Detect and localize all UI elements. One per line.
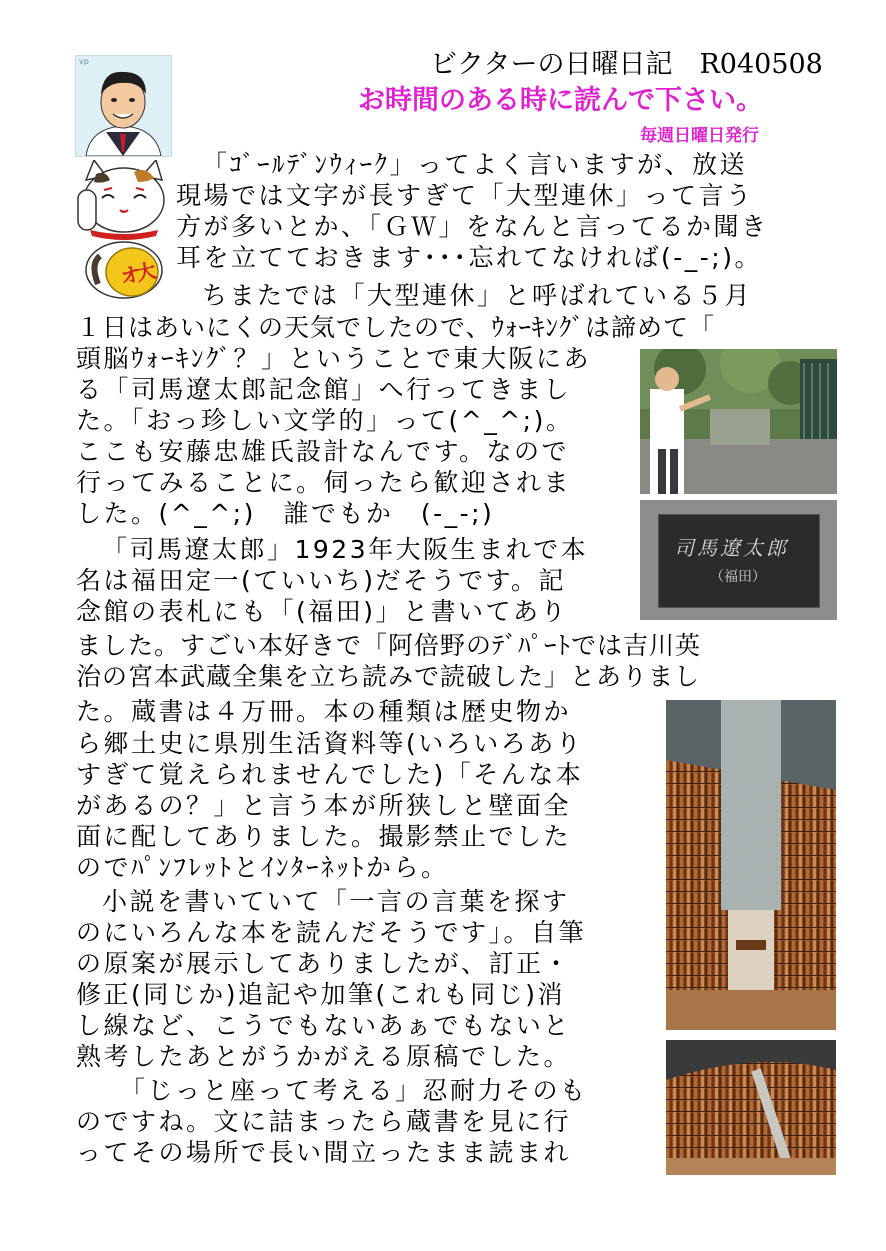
body-line: 熟考したあとがうかがえる原稿でした。 xyxy=(76,1042,572,1071)
library-hall-photo xyxy=(666,700,836,1030)
author-avatar xyxy=(75,55,172,157)
body-line: ちまたでは「大型連休」と呼ばれている５月 xyxy=(202,281,753,310)
nameplate-stone xyxy=(658,514,820,608)
body-line: 小説を書いていて「一言の言葉を探す xyxy=(102,887,570,916)
body-line: 名は福田定一(ていいち)だそうです。記 xyxy=(76,566,567,595)
body-line: 治の宮本武蔵全集を立ち読みで読破した」とありまし xyxy=(76,662,701,691)
body-line: 頭脳ｳｫｰｷﾝｸﾞ？」ということで東大阪にあ xyxy=(76,344,592,373)
body-line: た。蔵書は４万冊。本の種類は歴史物か xyxy=(76,697,572,726)
library-photo-icon xyxy=(666,700,836,1030)
nameplate-subtitle: （福田） xyxy=(710,569,766,585)
library-curve-icon xyxy=(666,1040,836,1175)
body-line: のですね。文に詰まったら蔵書を見に行 xyxy=(76,1107,572,1136)
body-line: ました。すごい本好きで「阿倍野のﾃﾞﾊﾟｰﾄでは吉川英 xyxy=(76,631,702,660)
body-line: した。(^_^;) 誰でもか (-_-;) xyxy=(76,499,495,528)
coin-label: オ大 xyxy=(118,258,155,290)
body-line: のにいろんな本を読んだそうです」。自筆 xyxy=(76,918,587,947)
entrance-photo-icon xyxy=(640,349,837,494)
body-line: 耳を立てておきます･･･忘れてなければ(-_-;)。 xyxy=(176,243,762,272)
body-line: た。「おっ珍しい文学的」って(^_^;)。 xyxy=(76,406,574,435)
body-line: すぎて覚えられませんでした)「そんな本 xyxy=(76,760,584,789)
nameplate-photo xyxy=(640,500,837,620)
publication-frequency: 毎週日曜日発行 xyxy=(640,126,759,146)
body-line: し線など、こうでもないあぁでもないと xyxy=(76,1011,571,1040)
caricature-icon xyxy=(76,56,171,156)
maneki-neko-mascot xyxy=(76,160,171,300)
body-line: 「司馬遼太郎」1923年大阪生まれで本 xyxy=(102,535,589,564)
newsletter-subtitle: お時間のある時に読んで下さい。 xyxy=(358,85,763,116)
body-line: る「司馬遼太郎記念館」へ行ってきまし xyxy=(76,375,572,404)
nameplate-name: 司馬遼太郎 xyxy=(674,536,789,560)
body-line: 現場では文字が長すぎて「大型連休」って言う xyxy=(176,181,754,210)
newsletter-title: ビクターの日曜日記 R040508 xyxy=(430,49,823,80)
body-line: ら郷土史に県別生活資料等(いろいろあり xyxy=(76,729,584,758)
body-line: １日はあいにくの天気でしたので、ｳｫｰｷﾝｸﾞは諦めて「 xyxy=(76,313,716,342)
body-line: ここも安藤忠雄氏設計なんです。なので xyxy=(76,437,570,466)
body-line: があるの？」と言う本が所狭しと壁面全 xyxy=(76,791,572,820)
body-line: の原案が展示してありましたが、訂正・ xyxy=(76,949,572,978)
body-line: ってその場所で長い間立ったまま読まれ xyxy=(76,1138,572,1167)
body-line: 「じっと座って考える」忍耐力そのも xyxy=(120,1076,588,1105)
body-line: 方が多いとか、「ＧＷ」をなんと言ってるか聞き xyxy=(176,212,769,241)
body-line: のでﾊﾟﾝﾌﾚｯﾄとｲﾝﾀｰﾈｯﾄから。 xyxy=(76,853,449,882)
library-curve-photo xyxy=(666,1040,836,1175)
body-line: 修正(同じか)追記や加筆(これも同じ)消 xyxy=(76,980,566,1009)
body-line: 面に配してありました。撮影禁止でした xyxy=(76,822,572,851)
avatar-tag: vp xyxy=(79,57,89,66)
museum-entrance-photo xyxy=(640,349,837,494)
body-line: 念館の表札にも「(福田)」と書いてあり xyxy=(76,597,569,626)
body-line: 行ってみることに。伺ったら歓迎されま xyxy=(76,468,572,497)
body-line: 「ｺﾞｰﾙﾃﾞﾝｳｨｰｸ」ってよく言いますが、放送 xyxy=(202,150,748,179)
